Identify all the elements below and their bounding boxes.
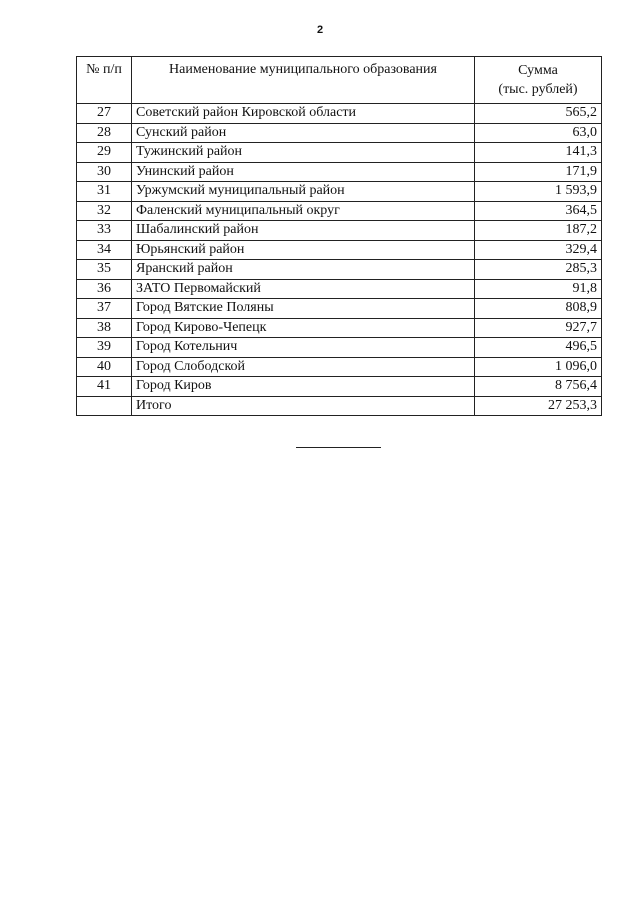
row-sum: 329,4 — [475, 240, 602, 260]
municipal-sums-table — [76, 56, 602, 416]
table-row — [77, 162, 602, 182]
table-row — [77, 201, 602, 221]
row-number: 34 — [77, 240, 132, 260]
row-name: Яранский район — [132, 260, 475, 280]
total-sum: 27 253,3 — [475, 396, 602, 416]
row-sum: 364,5 — [475, 201, 602, 221]
table-row — [77, 104, 602, 124]
table-row — [77, 338, 602, 358]
row-sum: 496,5 — [475, 338, 602, 358]
row-name: Сунский район — [132, 123, 475, 143]
row-sum: 285,3 — [475, 260, 602, 280]
row-name: ЗАТО Первомайский — [132, 279, 475, 299]
row-sum: 91,8 — [475, 279, 602, 299]
row-number: 31 — [77, 182, 132, 202]
row-number: 37 — [77, 299, 132, 319]
row-name: Унинский район — [132, 162, 475, 182]
row-name: Город Киров — [132, 377, 475, 397]
table-row — [77, 240, 602, 260]
table-row — [77, 299, 602, 319]
page-number: 2 — [316, 24, 324, 36]
header-number: № п/п — [77, 57, 132, 104]
row-name: Юрьянский район — [132, 240, 475, 260]
table-row — [77, 143, 602, 163]
table-header-row — [77, 57, 602, 104]
row-number: 39 — [77, 338, 132, 358]
row-name: Советский район Кировской области — [132, 104, 475, 124]
row-number: 33 — [77, 221, 132, 241]
row-number: 27 — [77, 104, 132, 124]
row-name: Город Слободской — [132, 357, 475, 377]
row-sum: 808,9 — [475, 299, 602, 319]
table-row — [77, 182, 602, 202]
row-sum: 8 756,4 — [475, 377, 602, 397]
row-number: 30 — [77, 162, 132, 182]
header-sum-title: Сумма — [518, 63, 558, 78]
row-sum: 141,3 — [475, 143, 602, 163]
table-total-row — [77, 396, 602, 416]
end-separator-line — [296, 447, 381, 448]
row-name: Фаленский муниципальный округ — [132, 201, 475, 221]
row-sum: 63,0 — [475, 123, 602, 143]
table-row — [77, 221, 602, 241]
row-name: Город Вятские Поляны — [132, 299, 475, 319]
table-row — [77, 279, 602, 299]
table-row — [77, 260, 602, 280]
row-name: Город Кирово-Чепецк — [132, 318, 475, 338]
total-number — [77, 396, 132, 416]
row-name: Тужинский район — [132, 143, 475, 163]
table-row — [77, 377, 602, 397]
row-name: Уржумский муниципальный район — [132, 182, 475, 202]
table-row — [77, 357, 602, 377]
table-row — [77, 318, 602, 338]
row-number: 35 — [77, 260, 132, 280]
row-number: 28 — [77, 123, 132, 143]
row-sum: 187,2 — [475, 221, 602, 241]
row-sum: 171,9 — [475, 162, 602, 182]
row-sum: 1 096,0 — [475, 357, 602, 377]
row-sum: 565,2 — [475, 104, 602, 124]
row-sum: 1 593,9 — [475, 182, 602, 202]
row-number: 38 — [77, 318, 132, 338]
total-label: Итого — [132, 396, 475, 416]
header-sum — [475, 57, 602, 104]
row-number: 29 — [77, 143, 132, 163]
header-sum-unit: (тыс. рублей) — [498, 82, 578, 97]
row-number: 40 — [77, 357, 132, 377]
row-number: 32 — [77, 201, 132, 221]
row-name: Город Котельнич — [132, 338, 475, 358]
header-name: Наименование муниципального образования — [132, 57, 475, 104]
table-row — [77, 123, 602, 143]
row-number: 36 — [77, 279, 132, 299]
row-sum: 927,7 — [475, 318, 602, 338]
row-name: Шабалинский район — [132, 221, 475, 241]
row-number: 41 — [77, 377, 132, 397]
